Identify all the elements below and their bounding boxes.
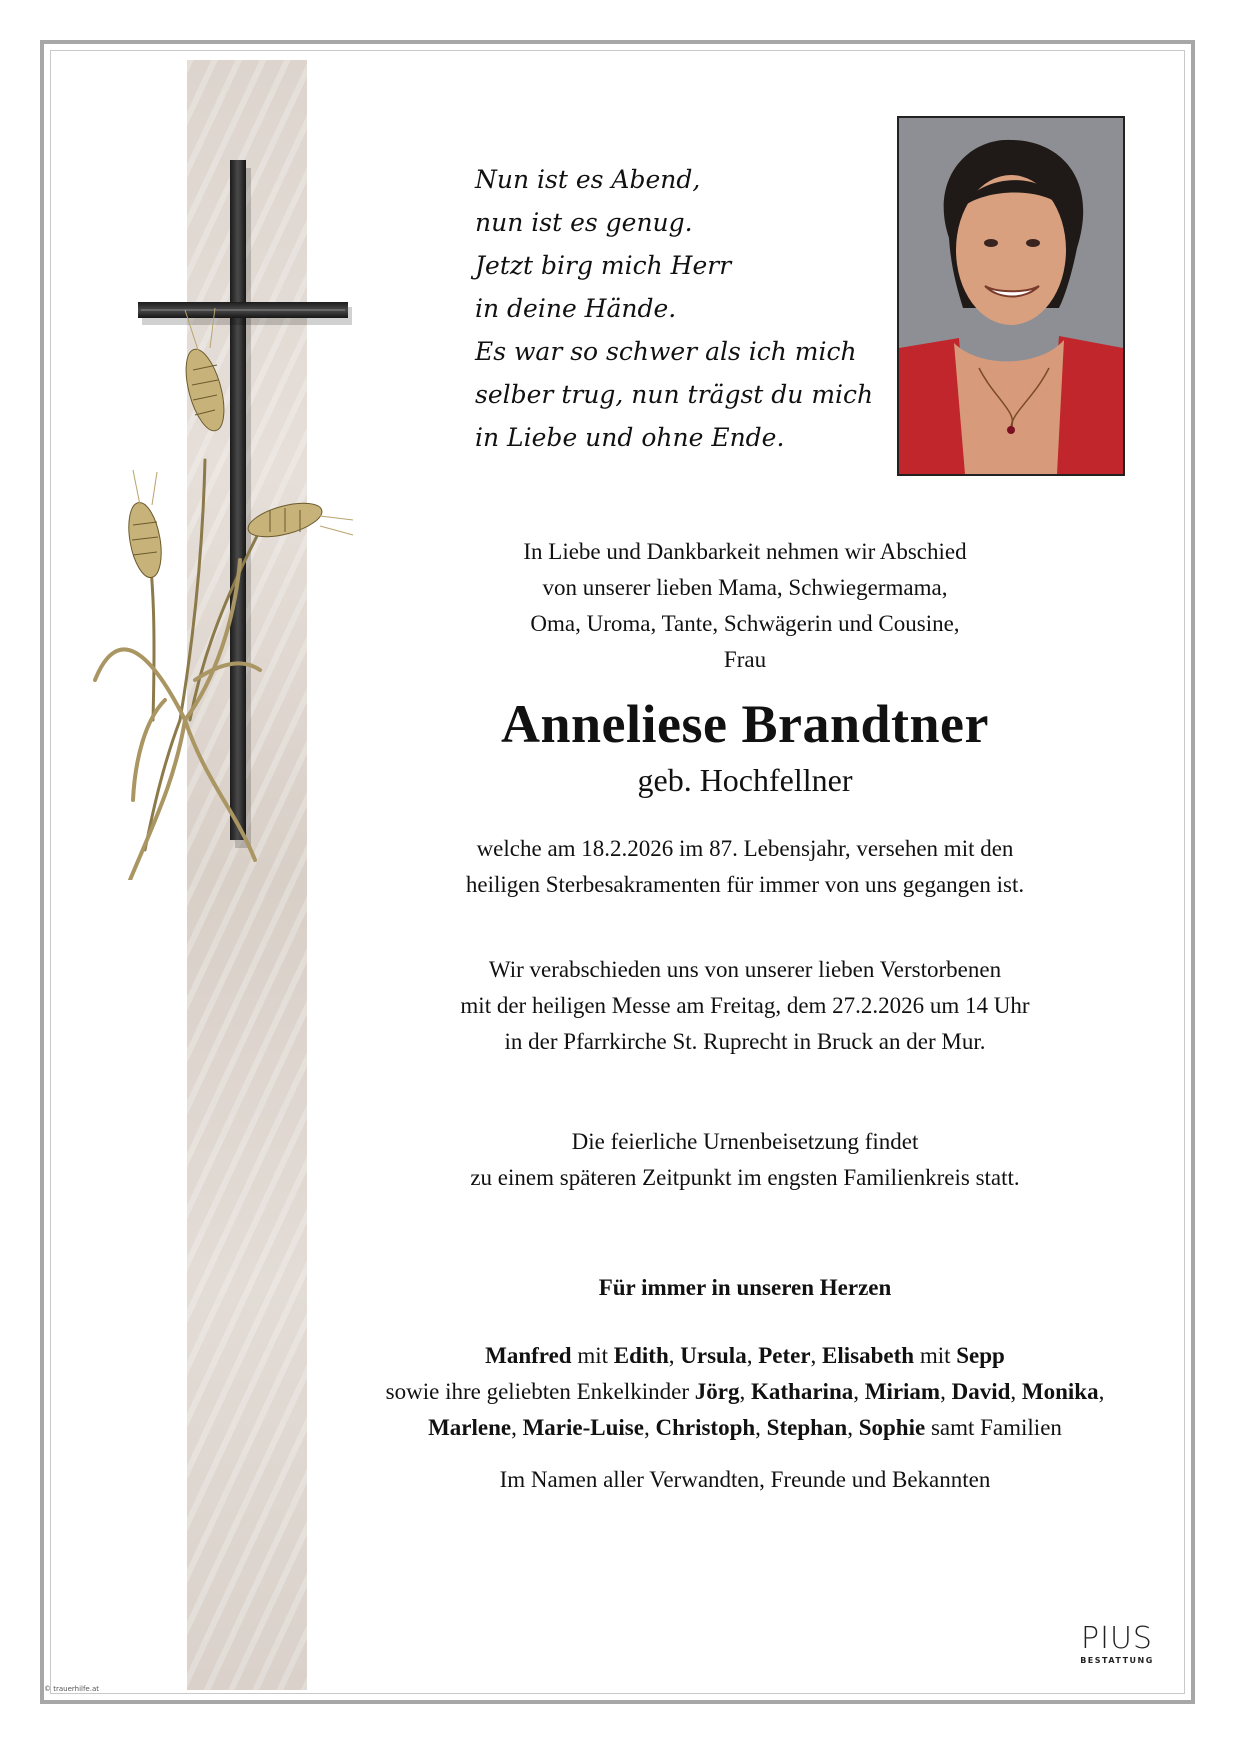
mourner-name: Sophie: [858, 1415, 926, 1440]
logo-subtitle: BESTATTUNG: [1080, 1656, 1154, 1665]
memorial-verse: [475, 158, 873, 459]
pius-logo: [1072, 1622, 1162, 1672]
intro-line: In Liebe und Dankbarkeit nehmen wir Abschied: [523, 539, 967, 564]
verse-line: nun ist es genug.: [475, 208, 693, 237]
connector-text: ,: [1010, 1379, 1022, 1404]
intro-line: Oma, Uroma, Tante, Schwägerin und Cousine,: [530, 611, 960, 636]
logo-wordmark: PIUS: [1081, 1621, 1153, 1656]
intro-line: von unserer lieben Mama, Schwiegermama,: [542, 575, 948, 600]
passing-line: welche am 18.2.2026 im 87. Lebensjahr, versehen mit den: [476, 836, 1014, 861]
mourner-name: Christoph: [655, 1415, 756, 1440]
maiden-name: geb. Hochfellner: [637, 762, 853, 798]
mass-line: mit der heiligen Messe am Freitag, dem 27.2.2026 um 14 Uhr: [460, 993, 1030, 1018]
copyright-note: © trauerhilfe.at: [44, 1685, 99, 1693]
verse-line: Nun ist es Abend,: [475, 165, 701, 194]
connector-text: ,: [847, 1415, 859, 1440]
connector-text: ,: [810, 1343, 823, 1368]
connector-text: ,: [1098, 1379, 1105, 1404]
connector-text: ,: [746, 1343, 759, 1368]
urn-line: Die feierliche Urnenbeisetzung findet: [571, 1129, 919, 1154]
connector-text: ,: [668, 1343, 681, 1368]
family-line-grandchildren: [330, 1374, 1160, 1410]
mass-line: in der Pfarrkirche St. Ruprecht in Bruck an der Mur.: [504, 1029, 986, 1054]
portrait-photo: [897, 116, 1125, 476]
verse-line: in deine Hände.: [475, 294, 677, 323]
mass-line: Wir verabschieden uns von unserer lieben Verstorbenen: [488, 957, 1002, 982]
mourner-name: David: [951, 1379, 1011, 1404]
connector-text: ,: [739, 1379, 751, 1404]
deceased-name: Anneliese Brandtner: [501, 694, 989, 754]
mourner-name: Monika: [1021, 1379, 1099, 1404]
mourner-name: Marie-Luise: [522, 1415, 644, 1440]
connector-text: ,: [643, 1415, 656, 1440]
urn-burial-notice: [330, 1124, 1160, 1196]
verse-line: Jetzt birg mich Herr: [475, 251, 732, 280]
urn-line: zu einem späteren Zeitpunkt im engsten Familienkreis statt.: [470, 1165, 1020, 1190]
mourner-name: Peter: [758, 1343, 811, 1368]
verse-line: selber trug, nun trägst du mich: [475, 380, 874, 409]
mourner-name: Manfred: [485, 1343, 572, 1368]
passing-notice: [330, 831, 1160, 903]
connector-text: ,: [853, 1379, 865, 1404]
mourner-name: Ursula: [680, 1343, 747, 1368]
family-mourners: [330, 1338, 1160, 1446]
mourner-name: Katharina: [751, 1379, 854, 1404]
intro-line: Frau: [723, 647, 767, 672]
connector-text: ,: [511, 1415, 523, 1440]
connector-text: ,: [755, 1415, 767, 1440]
mourner-name: Stephan: [766, 1415, 848, 1440]
mourner-name: Jörg: [694, 1379, 740, 1404]
farewell-intro: [330, 534, 1160, 678]
mourner-name: Marlene: [428, 1415, 512, 1440]
mourner-name: Miriam: [864, 1379, 941, 1404]
mourner-name: Edith: [613, 1343, 669, 1368]
family-line-grandchildren-cont: [330, 1410, 1160, 1446]
connector-text: mit: [571, 1343, 614, 1368]
verse-line: Es war so schwer als ich mich: [475, 337, 857, 366]
closing-line: Im Namen aller Verwandten, Freunde und Bekannten: [499, 1467, 991, 1492]
funeral-mass-notice: [330, 952, 1160, 1060]
verse-line: in Liebe und ohne Ende.: [475, 423, 785, 452]
connector-text: sowie ihre geliebten Enkelkinder: [385, 1379, 695, 1404]
hearts-heading: Für immer in unseren Herzen: [598, 1275, 892, 1300]
connector-text: samt Familien: [925, 1415, 1062, 1440]
mourner-name: Sepp: [956, 1343, 1005, 1368]
connector-text: ,: [940, 1379, 952, 1404]
passing-line: heiligen Sterbesakramenten für immer von uns gegangen ist.: [465, 872, 1025, 897]
family-line-children: [330, 1338, 1160, 1374]
connector-text: mit: [914, 1343, 957, 1368]
mourner-name: Elisabeth: [822, 1343, 915, 1368]
